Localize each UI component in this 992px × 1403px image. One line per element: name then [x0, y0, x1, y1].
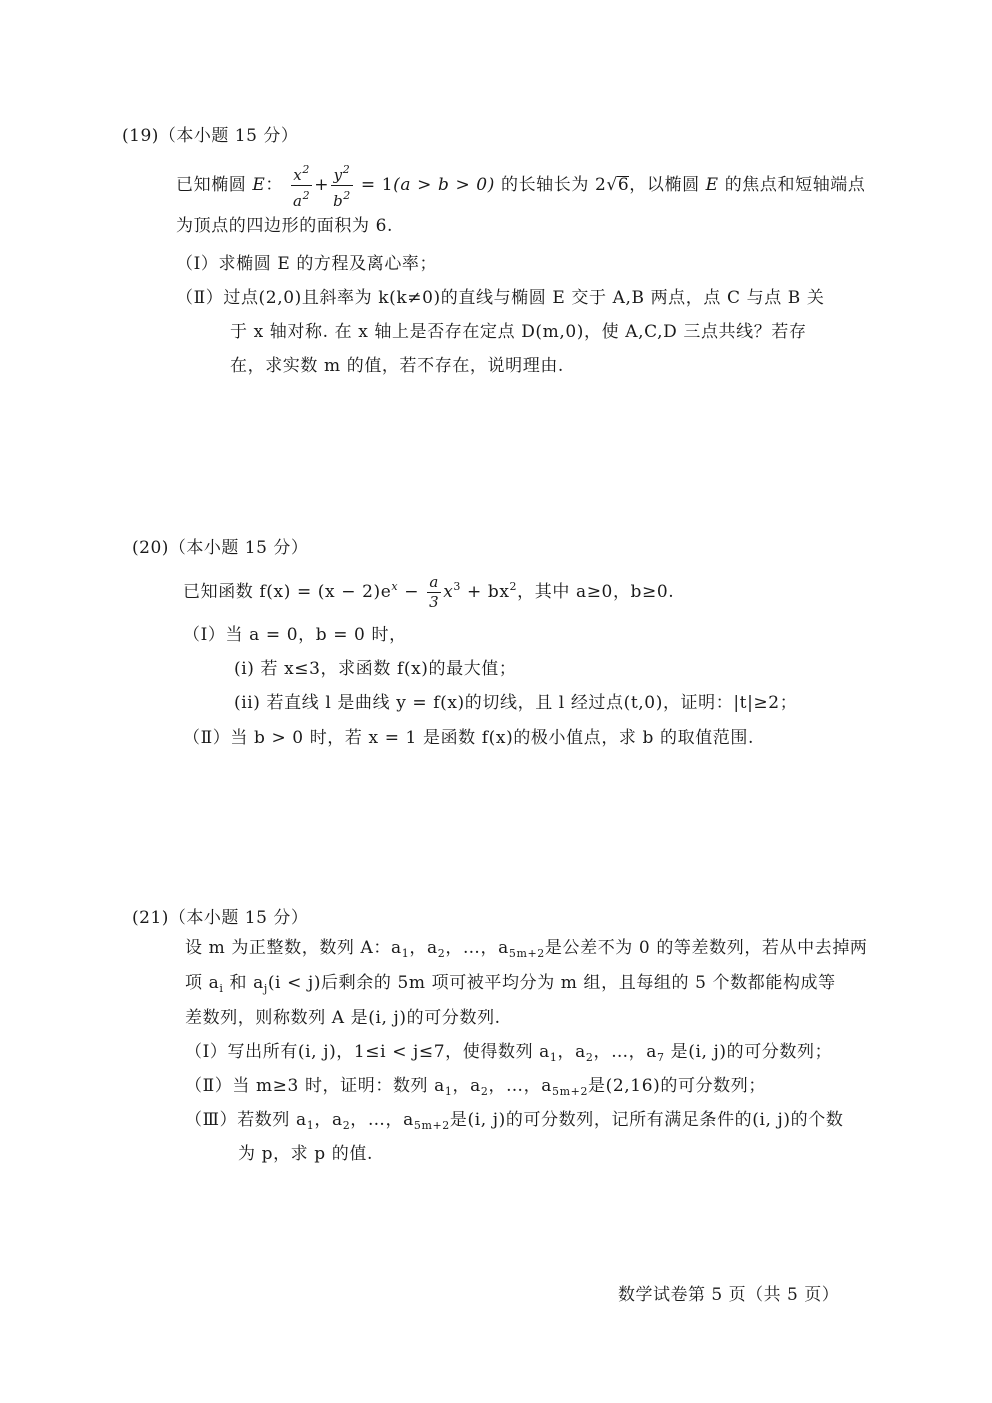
- problem-20-part-2: （Ⅱ）当 b > 0 时，若 x = 1 是函数 f(x)的极小值点，求 b 的取值范围.: [183, 728, 755, 748]
- problem-20-part-1: （Ⅰ）当 a = 0，b = 0 时，: [183, 625, 407, 645]
- page-footer: 数学试卷第 5 页（共 5 页）: [618, 1285, 840, 1305]
- fraction-a-3: $\frac{a}{3}$: [429, 573, 440, 611]
- problem-21-part-3-cont: 为 p，求 p 的值.: [238, 1144, 373, 1164]
- problem-19-part-2-cont-1: 于 x 轴对称. 在 x 轴上是否存在定点 D(m,0)，使 A,C,D 三点共线？若存: [230, 322, 807, 342]
- problem-19-header: (19)（本小题 15 分）: [122, 126, 299, 146]
- sqrt-sign: √: [606, 175, 618, 195]
- problem-19-part-1: （Ⅰ）求椭圆 E 的方程及离心率；: [176, 254, 438, 274]
- problem-20-part-1-ii: (ii) 若直线 l 是曲线 y = f(x)的切线，且 l 经过点(t,0)，证明：|t|≥2；: [234, 693, 798, 713]
- problem-21-line-3: 差数列，则称数列 A 是(i, j)的可分数列.: [185, 1008, 501, 1028]
- problem-21-line-1: 设 m 为正整数，数列 A：$a_1$，$a_2$，…，$a_{5m+2}$是公差不为 0 的等差数列，若从中去掉两: [185, 938, 868, 960]
- problem-19-part-2: （Ⅱ）过点(2,0)且斜率为 k(k≠0)的直线与椭圆 E 交于 A,B 两点，点 C 与点 B 关: [176, 288, 825, 308]
- problem-21-part-1: （Ⅰ）写出所有(i, j)，1≤i < j≤7，使得数列 $a_1$，$a_2$，…，$a_7$ 是(i, j)的可分数列；: [185, 1042, 833, 1064]
- problem-19-line-2: 为顶点的四边形的面积为 6.: [176, 216, 394, 236]
- problem-20-part-1-i: (i) 若 x≤3，求函数 f(x)的最大值；: [234, 659, 517, 679]
- problem-21-part-2: （Ⅱ）当 m≥3 时，证明：数列 $a_1$，$a_2$，…，$a_{5m+2}$是(2,16)的可分数列；: [185, 1076, 766, 1098]
- problem-20-line-1: 已知函数 $f(x) = (x - 2)e^x$ − $\frac{a}{3}$ $x^3 + bx^2$，其中 a≥0，b≥0.: [183, 573, 675, 611]
- fraction-x2-a2: $\frac{x^2}{a^2}$: [291, 160, 312, 211]
- problem-19-part-2-cont-2: 在，求实数 m 的值，若不存在，说明理由.: [230, 356, 564, 376]
- problem-19-line-1: 已知椭圆 E： $\frac{x^2}{a^2}$ + $\frac{y^2}{b^2}$ = 1(a > b > 0) 的长轴长为 2√6，以椭圆 E 的焦点和短轴端点: [176, 160, 866, 211]
- problem-21-line-2: 项 $a_i$ 和 $a_j(i < j)$后剩余的 5m 项可被平均分为 m 组，且每组的 5 个数都能构成等: [185, 973, 836, 995]
- fraction-y2-b2: $\frac{y^2}{b^2}$: [331, 160, 353, 211]
- problem-20-header: (20)（本小题 15 分）: [132, 538, 309, 558]
- problem-21-part-3: （Ⅲ）若数列 $a_1$，$a_2$，…，$a_{5m+2}$是(i, j)的可分数列，记所有满足条件的(i, j)的个数: [185, 1110, 844, 1132]
- problem-21-header: (21)（本小题 15 分）: [132, 908, 309, 928]
